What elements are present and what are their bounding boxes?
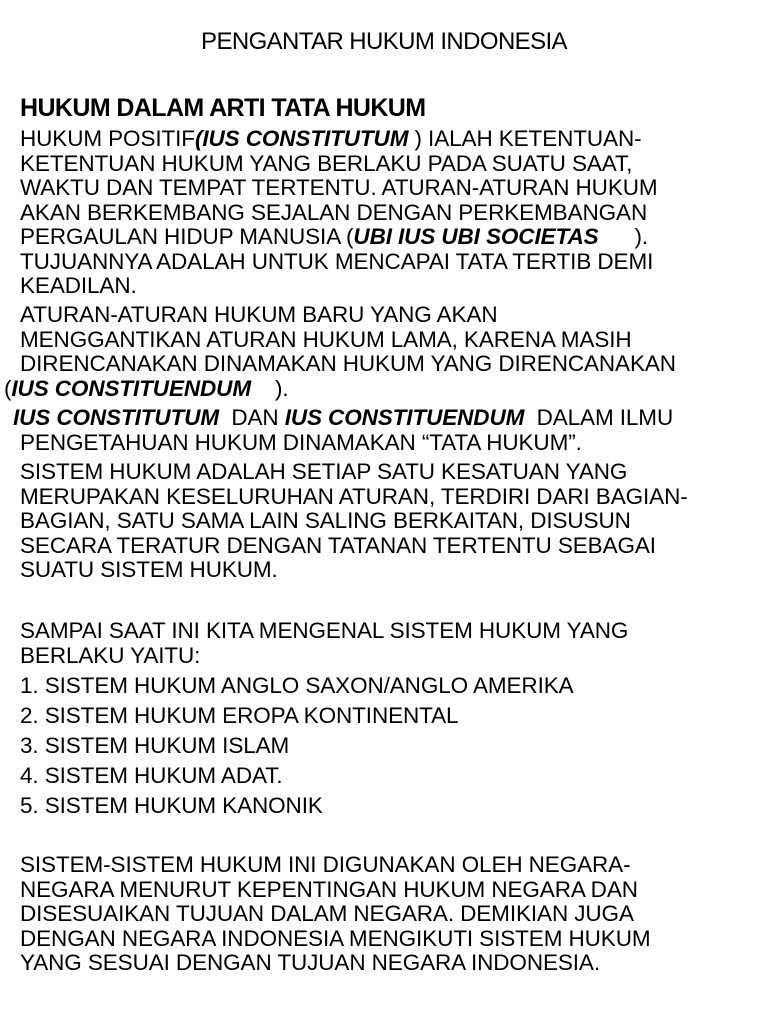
paragraph-ius-constitutum xyxy=(20,127,750,299)
text-segment: ( xyxy=(4,375,12,401)
paragraph-line: DISESUAIKAN TUJUAN DALAM NEGARA. DEMIKIAN JUGA xyxy=(20,901,634,926)
list-item: 3. SISTEM HUKUM ISLAM xyxy=(20,733,290,758)
paragraph-line: ATURAN-ATURAN HUKUM BARU YANG AKAN xyxy=(20,302,498,327)
italic-term: IUS CONSTITUENDUM xyxy=(284,405,525,430)
paragraph-line: SISTEM-SISTEM HUKUM INI DIGUNAKAN OLEH NEGARA- xyxy=(20,852,631,877)
paragraph-line: PENGETAHUAN HUKUM DINAMAKAN “TATA HUKUM”. xyxy=(20,429,582,455)
text-segment: HUKUM POSITIF xyxy=(20,126,195,151)
paragraph-line: MENGGANTIKAN ATURAN HUKUM LAMA, KARENA MASIH xyxy=(20,326,632,352)
paragraph-tata-hukum xyxy=(13,405,750,455)
paragraph-line: BAGIAN, SATU SAMA LAIN SALING BERKAITAN, DISUSUN xyxy=(20,508,631,533)
paragraph-line: TUJUANNYA ADALAH UNTUK MENCAPAI TATA TERTIB DEMI xyxy=(20,248,654,274)
list-item: 1. SISTEM HUKUM ANGLO SAXON/ANGLO AMERIKA xyxy=(20,673,574,698)
text-segment: DALAM ILMU xyxy=(536,405,674,430)
paragraph-line: DIRENCANAKAN DINAMAKAN HUKUM YANG DIRENCANAKAN xyxy=(20,351,676,376)
paragraph-line: BERLAKU YAITU: xyxy=(20,642,201,668)
paragraph-ius-constituendum xyxy=(4,302,750,401)
text-segment: ). xyxy=(634,224,649,249)
paragraph-line xyxy=(13,406,750,431)
paragraph-list-intro xyxy=(20,619,750,668)
italic-term: UBI IUS UBI SOCIETAS xyxy=(353,224,599,249)
paragraph-line: MERUPAKAN KESELURUHAN ATURAN, TERDIRI DARI BAGIAN- xyxy=(20,483,688,509)
paragraph-line xyxy=(20,225,750,250)
list-item: 2. SISTEM HUKUM EROPA KONTINENTAL xyxy=(20,703,459,728)
italic-term: (IUS CONSTITUTUM xyxy=(194,126,409,151)
paragraph-line: SAMPAI SAAT INI KITA MENGENAL SISTEM HUKUM YANG xyxy=(20,618,629,643)
paragraph-line xyxy=(4,377,750,402)
italic-term: IUS CONSTITUTUM xyxy=(13,405,219,430)
text-segment: PERGAULAN HIDUP MANUSIA ( xyxy=(20,224,354,249)
paragraph-line: SECARA TERATUR DENGAN TATANAN TERTENTU SEBAGAI xyxy=(20,532,656,558)
list-item: 4. SISTEM HUKUM ADAT. xyxy=(20,763,283,788)
paragraph-line: WAKTU DAN TEMPAT TERTENTU. ATURAN-ATURAN HUKUM xyxy=(20,175,658,200)
document-title: PENGANTAR HUKUM INDONESIA xyxy=(201,28,567,55)
paragraph-line: SISTEM HUKUM ADALAH SETIAP SATU KESATUAN YANG xyxy=(20,459,628,484)
paragraph-sistem-hukum xyxy=(20,460,750,583)
paragraph-conclusion xyxy=(20,853,750,976)
text-segment: DAN xyxy=(231,405,279,430)
paragraph-line: YANG SESUAI DENGAN TUJUAN NEGARA INDONESIA. xyxy=(20,950,600,975)
list-item: 5. SISTEM HUKUM KANONIK xyxy=(20,793,323,818)
text-segment: ) IALAH KETENTUAN- xyxy=(414,126,642,151)
paragraph-line: SUATU SISTEM HUKUM. xyxy=(20,557,278,582)
paragraph-line: KETENTUAN HUKUM YANG BERLAKU PADA SUATU SAAT, xyxy=(20,150,633,176)
paragraph-line: DENGAN NEGARA INDONESIA MENGIKUTI SISTEM HUKUM xyxy=(20,925,651,951)
paragraph-line xyxy=(20,127,750,152)
paragraph-line: AKAN BERKEMBANG SEJALAN DENGAN PERKEMBANGAN xyxy=(20,199,648,225)
paragraph-line: NEGARA MENURUT KEPENTINGAN HUKUM NEGARA DAN xyxy=(20,876,638,902)
text-segment: ). xyxy=(274,375,289,401)
italic-term: IUS CONSTITUENDUM xyxy=(11,375,251,401)
section-heading: HUKUM DALAM ARTI TATA HUKUM xyxy=(20,94,426,122)
paragraph-line: KEADILAN. xyxy=(20,273,137,298)
legal-systems-list xyxy=(20,671,574,821)
